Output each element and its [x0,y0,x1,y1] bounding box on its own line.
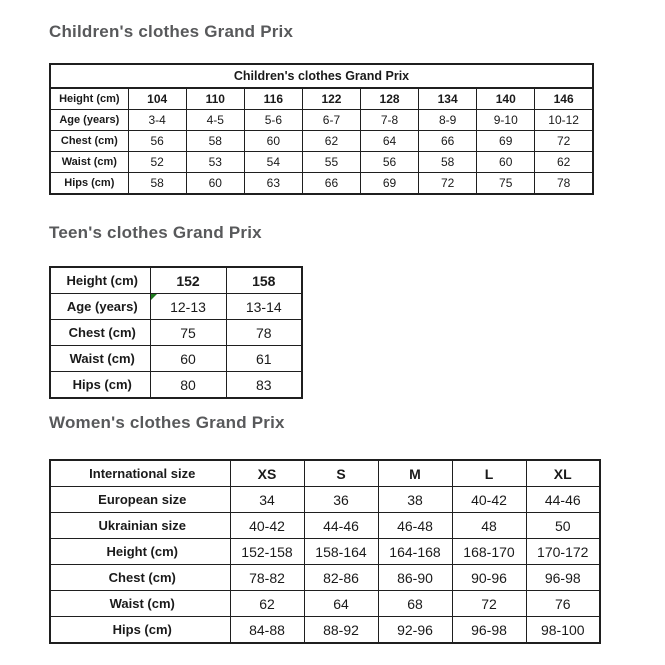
table-row [50,539,600,565]
table-row [50,513,600,539]
size-cell: 3-4 [128,110,186,131]
size-cell: 64 [361,131,419,152]
size-cell: 76 [526,591,600,617]
women-section-heading: Women's clothes Grand Prix [49,413,285,432]
size-cell: 53 [186,152,244,173]
row-label-hips: Hips (cm) [50,372,150,399]
size-cell [150,294,226,320]
size-cell: 58 [419,152,477,173]
teen-section-heading: Teen's clothes Grand Prix [49,223,262,242]
size-cell: 62 [535,152,593,173]
size-cell: 92-96 [378,617,452,644]
size-cell: XL [526,460,600,487]
size-cell: 6-7 [302,110,360,131]
size-cell: 75 [477,173,535,195]
row-label-age: Age (years) [50,294,150,320]
size-cell: 38 [378,487,452,513]
size-cell: 75 [150,320,226,346]
size-cell: 40-42 [452,487,526,513]
size-cell: 96-98 [452,617,526,644]
size-cell: 50 [526,513,600,539]
children-table-title: Children's clothes Grand Prix [50,64,593,88]
size-cell-text: 12-13 [170,298,206,315]
size-cell: 8-9 [419,110,477,131]
size-cell: 104 [128,88,186,110]
size-cell: 128 [361,88,419,110]
size-cell: 56 [361,152,419,173]
row-label-chest: Chest (cm) [50,131,128,152]
size-cell: 61 [226,346,302,372]
size-cell: 10-12 [535,110,593,131]
table-row [50,64,593,88]
size-cell: 7-8 [361,110,419,131]
row-label-hips: Hips (cm) [50,617,230,644]
women-size-table [49,459,601,644]
size-cell: 48 [452,513,526,539]
row-label-waist: Waist (cm) [50,152,128,173]
size-cell: 60 [477,152,535,173]
size-cell: 69 [361,173,419,195]
size-cell: 72 [419,173,477,195]
table-row [50,617,600,644]
size-cell: 90-96 [452,565,526,591]
row-label-age: Age (years) [50,110,128,131]
size-cell: 134 [419,88,477,110]
size-cell: 5-6 [244,110,302,131]
row-label-height: Height (cm) [50,539,230,565]
size-cell: 82-86 [304,565,378,591]
size-cell: 80 [150,372,226,399]
size-cell: 122 [302,88,360,110]
row-label-ukrainian-size: Ukrainian size [50,513,230,539]
table-row [50,487,600,513]
table-row [50,110,593,131]
size-cell: 78 [535,173,593,195]
size-cell: 96-98 [526,565,600,591]
size-cell: 110 [186,88,244,110]
size-cell: 146 [535,88,593,110]
size-cell: 116 [244,88,302,110]
table-row [50,320,302,346]
size-cell: 44-46 [526,487,600,513]
size-cell: 60 [186,173,244,195]
size-cell: 4-5 [186,110,244,131]
size-cell: 62 [302,131,360,152]
children-section-heading: Children's clothes Grand Prix [49,22,294,41]
table-row [50,88,593,110]
size-cell: M [378,460,452,487]
cell-note-marker-icon [151,294,157,300]
size-cell: 60 [150,346,226,372]
size-cell: 84-88 [230,617,304,644]
size-cell: 46-48 [378,513,452,539]
size-cell: 78-82 [230,565,304,591]
size-cell: 98-100 [526,617,600,644]
size-cell: L [452,460,526,487]
size-cell: 58 [186,131,244,152]
size-cell: 40-42 [230,513,304,539]
size-cell: 13-14 [226,294,302,320]
size-cell: 72 [535,131,593,152]
table-row [50,267,302,294]
row-label-waist: Waist (cm) [50,346,150,372]
row-label-international-size: International size [50,460,230,487]
table-row [50,152,593,173]
size-cell: 66 [302,173,360,195]
row-label-european-size: European size [50,487,230,513]
row-label-height: Height (cm) [50,88,128,110]
size-cell: 64 [304,591,378,617]
table-row [50,294,302,320]
row-label-height: Height (cm) [50,267,150,294]
size-cell: S [304,460,378,487]
size-cell: XS [230,460,304,487]
size-cell: 34 [230,487,304,513]
table-row [50,131,593,152]
size-cell: 164-168 [378,539,452,565]
size-cell: 78 [226,320,302,346]
size-cell: 152 [150,267,226,294]
size-cell: 44-46 [304,513,378,539]
size-cell: 152-158 [230,539,304,565]
row-label-chest: Chest (cm) [50,565,230,591]
size-cell: 54 [244,152,302,173]
size-cell: 88-92 [304,617,378,644]
size-cell: 83 [226,372,302,399]
size-cell: 58 [128,173,186,195]
size-cell: 68 [378,591,452,617]
row-label-chest: Chest (cm) [50,320,150,346]
size-cell: 60 [244,131,302,152]
size-cell: 170-172 [526,539,600,565]
size-cell: 63 [244,173,302,195]
size-cell: 168-170 [452,539,526,565]
row-label-hips: Hips (cm) [50,173,128,195]
table-row [50,591,600,617]
size-cell: 56 [128,131,186,152]
teen-size-table [49,266,303,399]
table-row [50,460,600,487]
children-size-table [49,63,594,195]
table-row [50,173,593,195]
table-row [50,372,302,399]
size-cell: 62 [230,591,304,617]
size-cell: 69 [477,131,535,152]
size-cell: 55 [302,152,360,173]
size-cell: 72 [452,591,526,617]
size-cell: 9-10 [477,110,535,131]
size-cell: 86-90 [378,565,452,591]
table-row [50,565,600,591]
size-cell: 36 [304,487,378,513]
size-cell: 66 [419,131,477,152]
size-cell: 52 [128,152,186,173]
size-cell: 158 [226,267,302,294]
table-row [50,346,302,372]
row-label-waist: Waist (cm) [50,591,230,617]
size-cell: 158-164 [304,539,378,565]
size-cell: 140 [477,88,535,110]
